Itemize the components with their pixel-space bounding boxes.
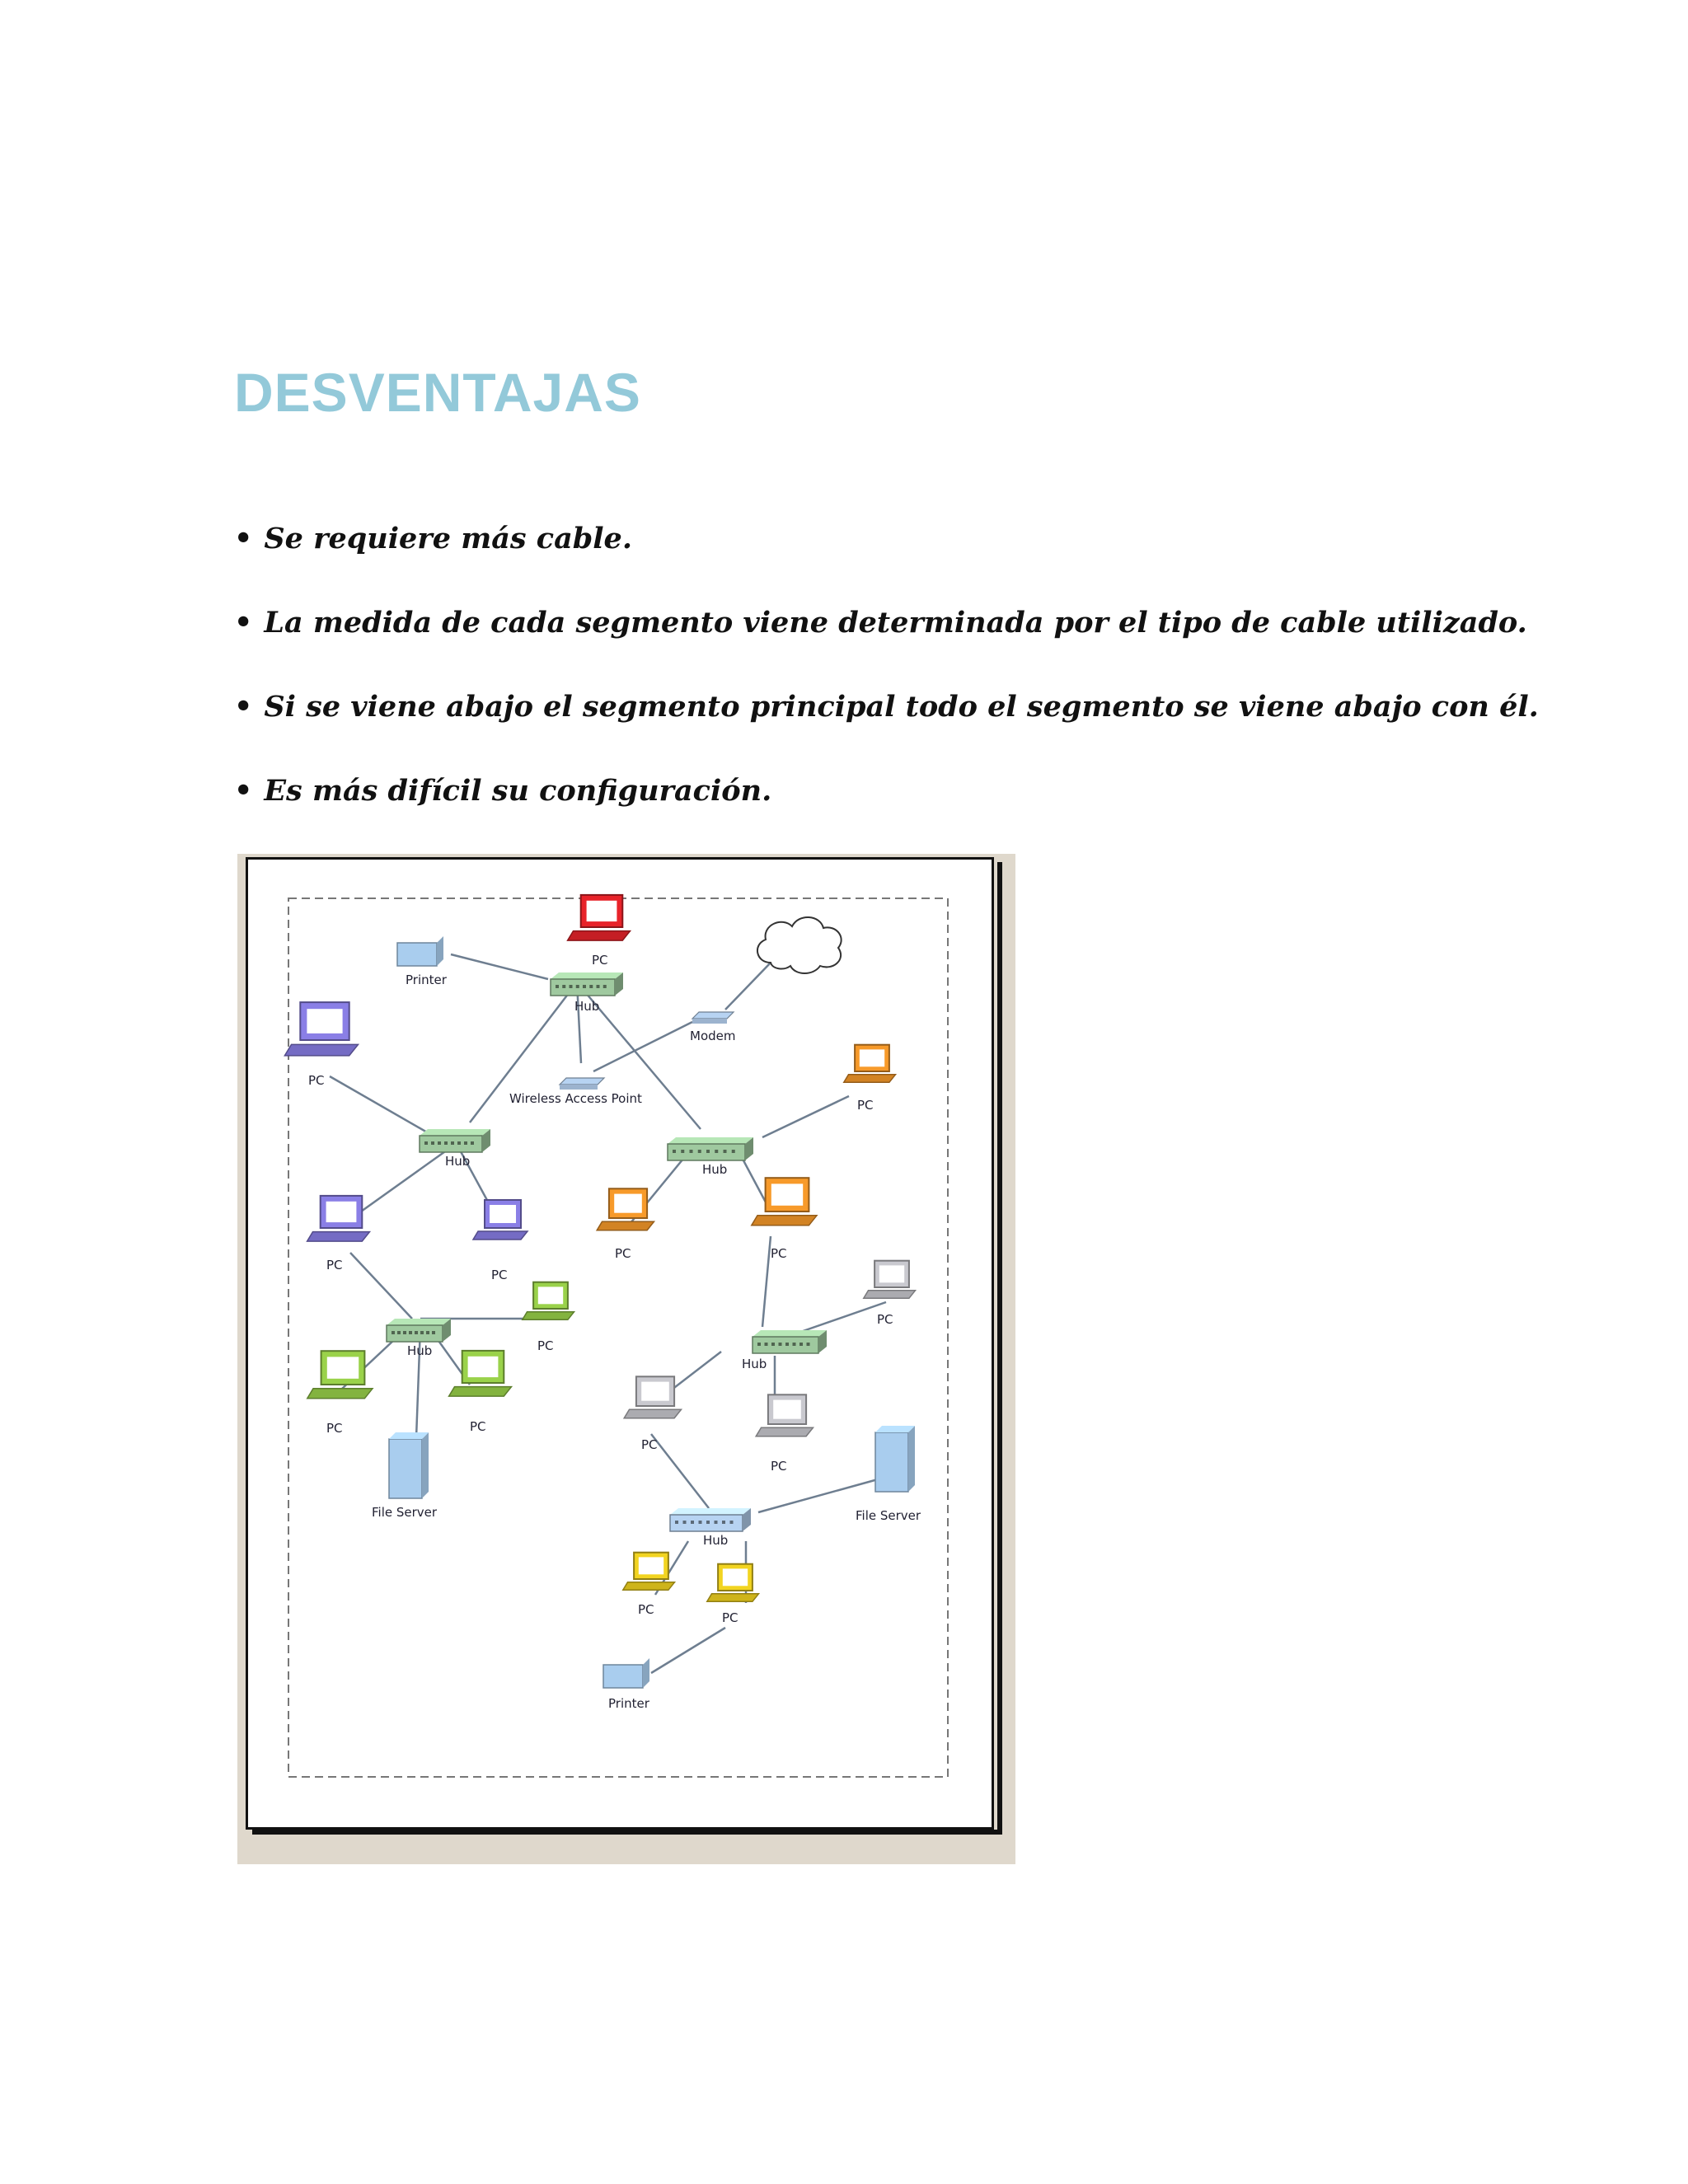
pc-label: PC [308,1073,325,1088]
pc-label: PC [857,1098,874,1113]
hub-label: Hub [703,1533,729,1548]
pc-label: PC [592,953,608,968]
cable-line [651,1628,725,1673]
hub-icon [420,1129,490,1152]
bullet-icon: • [234,523,253,555]
cable-line [451,954,548,979]
connection-lines [330,954,886,1673]
cable-line [668,1352,721,1393]
internet-cloud-icon [757,917,842,973]
pc-label: PC [491,1268,508,1282]
pc-label: PC [326,1421,343,1436]
cable-line [725,963,771,1010]
hub-icon [670,1508,751,1531]
pc-label: PC [771,1459,787,1474]
pc-icon [624,1376,681,1418]
pc-label: PC [877,1312,893,1327]
hub-label: Hub [702,1162,728,1177]
bullet-text: La medida de cada segmento viene determinada por el tipo de cable utilizado. [264,606,1527,640]
pc-label: PC [326,1258,343,1272]
bullet-icon: • [234,775,253,808]
pc-label: PC [771,1246,787,1261]
pc-icon [623,1553,675,1591]
printer-label: Printer [608,1696,649,1711]
pc-icon [756,1394,813,1436]
pc-icon [284,1002,358,1056]
file-server-icon [389,1432,429,1498]
pc-icon [473,1200,528,1240]
cable-line [651,1434,709,1508]
file-server-label: File Server [856,1508,921,1523]
pc-label: PC [641,1437,658,1452]
hub-icon [387,1319,451,1342]
pc-label: PC [615,1246,631,1261]
printer-label: Printer [406,972,447,987]
pc-label: PC [722,1610,738,1625]
cable-line [758,1479,878,1512]
pc-label: PC [470,1419,486,1434]
bullet-text: Si se viene abajo el segmento principal todo el segmento se viene abajo con él. [264,690,1539,724]
pc-icon [307,1196,370,1241]
bullet-icon: • [234,607,253,640]
pc-icon [597,1188,654,1230]
pc-icon [449,1351,512,1396]
pc-icon [752,1178,817,1226]
hub-label: Hub [574,999,600,1014]
bullet-icon: • [234,691,253,724]
pc-icon [568,895,631,940]
pc-icon [864,1261,916,1299]
cable-line [762,1096,849,1137]
pc-icon [844,1045,896,1083]
pc-icon [523,1282,574,1320]
cable-line [350,1253,412,1319]
pc-label: PC [537,1338,554,1353]
file-server-label: File Server [372,1505,438,1520]
printer-icon [397,936,443,966]
hub-icon [753,1330,827,1353]
pc-label: PC [638,1602,654,1617]
page-title: DESVENTAJAS [234,362,641,423]
hub-label: Hub [742,1357,767,1371]
hub-icon [551,972,623,996]
file-server-icon [875,1426,915,1492]
hub-icon [668,1137,753,1160]
hub-label: Hub [445,1154,471,1169]
pc-icon [307,1351,373,1399]
wireless-access-point-icon [560,1078,604,1090]
cable-line [330,1076,429,1133]
pc-icon [707,1564,759,1602]
modem-label: Modem [690,1029,736,1043]
modem-icon [692,1012,734,1024]
printer-icon [603,1658,649,1688]
cable-line [762,1236,771,1327]
bullet-text: Se requiere más cable. [264,522,633,555]
bullet-text: Es más difícil su configuración. [264,774,772,808]
cable-line [593,1022,692,1071]
wireless-access-point-label: Wireless Access Point [509,1091,642,1106]
network-nodes [284,895,921,1711]
hub-label: Hub [407,1343,433,1358]
